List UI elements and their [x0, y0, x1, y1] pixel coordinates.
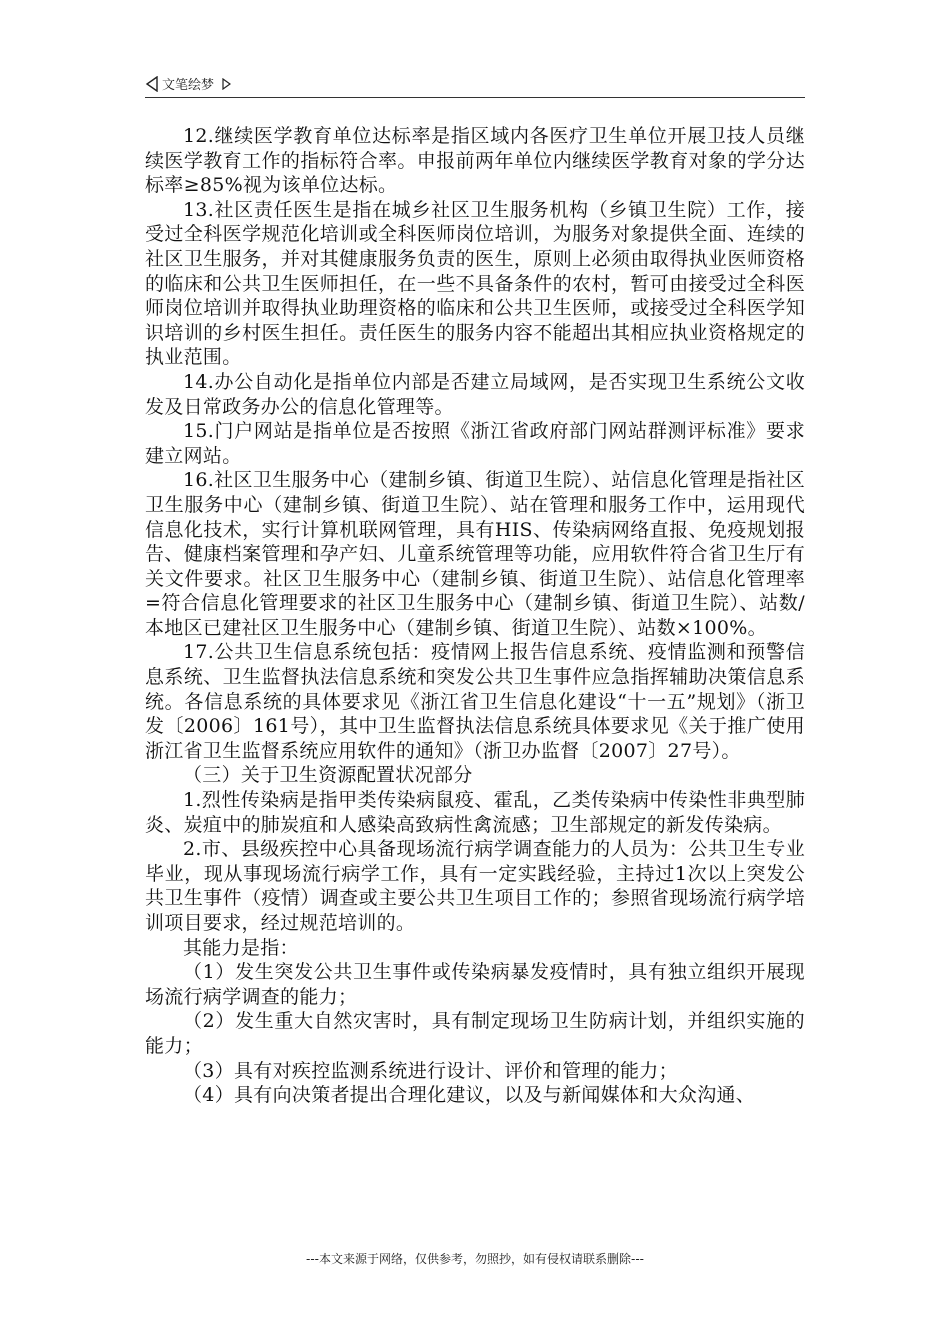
triangle-right-icon: [221, 78, 231, 90]
document-body: [145, 124, 805, 1108]
paragraph-2: 2.市、县级疾控中心具备现场流行病学调查能力的人员为：公共卫生专业毕业，现从事现场流行病学工作，具有一定实践经验，主持过1次以上突发公共卫生事件（疫情）调查或主要公共卫生项目工作的；参照省现场流行病学培训项目要求，经过规范培训的。: [145, 838, 805, 934]
section-heading: （三）关于卫生资源配置状况部分: [183, 764, 473, 787]
list-item: （3）具有对疾控监测系统进行设计、评价和管理的能力；: [183, 1059, 678, 1082]
page-header: [145, 74, 231, 93]
list-item: （1）发生突发公共卫生事件或传染病暴发疫情时，具有独立组织开展现场流行病学调查的能力；: [145, 961, 805, 1008]
list-item: （4）具有向决策者提出合理化建议，以及与新闻媒体和大众沟通、: [183, 1084, 756, 1107]
paragraph-16: 16.社区卫生服务中心（建制乡镇、街道卫生院）、站信息化管理是指社区卫生服务中心（建制乡镇、街道卫生院）、站在管理和服务工作中，运用现代信息化技术，实行计算机联网管理，具有HIS、传染病网络直报、免疫规划报告、健康档案管理和孕产妇、儿童系统管理等功能，应用软件符合省卫生厅有关文件要求。社区卫生服务中心（建制乡镇、街道卫生院）、站信息化管理率=符合信息化管理要求的社区卫生服务中心（建制乡镇、街道卫生院）、站数/本地区已建社区卫生服务中心（建制乡镇、街道卫生院）、站数×100%。: [145, 469, 805, 639]
paragraph-17: 17.公共卫生信息系统包括：疫情网上报告信息系统、疫情监测和预警信息系统、卫生监督执法信息系统和突发公共卫生事件应急指挥辅助决策信息系统。各信息系统的具体要求见《浙江省卫生信息化建设“十一五”规划》（浙卫发〔2006〕161号），其中卫生监督执法信息系统具体要求见《关于推广使用浙江省卫生监督系统应用软件的通知》（浙卫办监督〔2007〕27号）。: [145, 641, 805, 762]
header-title: 文笔绘梦: [162, 78, 215, 93]
header-divider: [145, 97, 805, 98]
paragraph-14: 14.办公自动化是指单位内部是否建立局域网，是否实现卫生系统公文收发及日常政务办公的信息化管理等。: [145, 370, 805, 418]
list-item: （2）发生重大自然灾害时，具有制定现场卫生防病计划，并组织实施的能力；: [145, 1010, 805, 1057]
triangle-left-icon: [145, 76, 159, 92]
footer-notice: ---本文来源于网络，仅供参考，勿照抄，如有侵权请联系删除---: [306, 1252, 644, 1266]
paragraph-12: 12.继续医学教育单位达标率是指区域内各医疗卫生单位开展卫技人员继续医学教育工作的指标符合率。申报前两年单位内继续医学教育对象的学分达标率≥85%视为该单位达标。: [145, 125, 805, 197]
paragraph-ability-intro: 其能力是指：: [183, 936, 299, 959]
paragraph-15: 15.门户网站是指单位是否按照《浙江省政府部门网站群测评标准》要求建立网站。: [145, 420, 805, 467]
paragraph-13: 13.社区责任医生是指在城乡社区卫生服务机构（乡镇卫生院）工作，接受过全科医学规范化培训或全科医师岗位培训，为服务对象提供全面、连续的社区卫生服务，并对其健康服务负责的医生，原则上必须由取得执业医师资格的临床和公共卫生医师担任，在一些不具备条件的农村，暂可由接受过全科医师岗位培训并取得执业助理资格的临床和公共卫生医师，或接受过全科医学知识培训的乡村医生担任。责任医生的服务内容不能超出其相应执业资格规定的执业范围。: [145, 198, 805, 369]
paragraph-1: 1.烈性传染病是指甲类传染病鼠疫、霍乱，乙类传染病中传染性非典型肺炎、炭疽中的肺炭疽和人感染高致病性禽流感；卫生部规定的新发传染病。: [145, 789, 805, 836]
